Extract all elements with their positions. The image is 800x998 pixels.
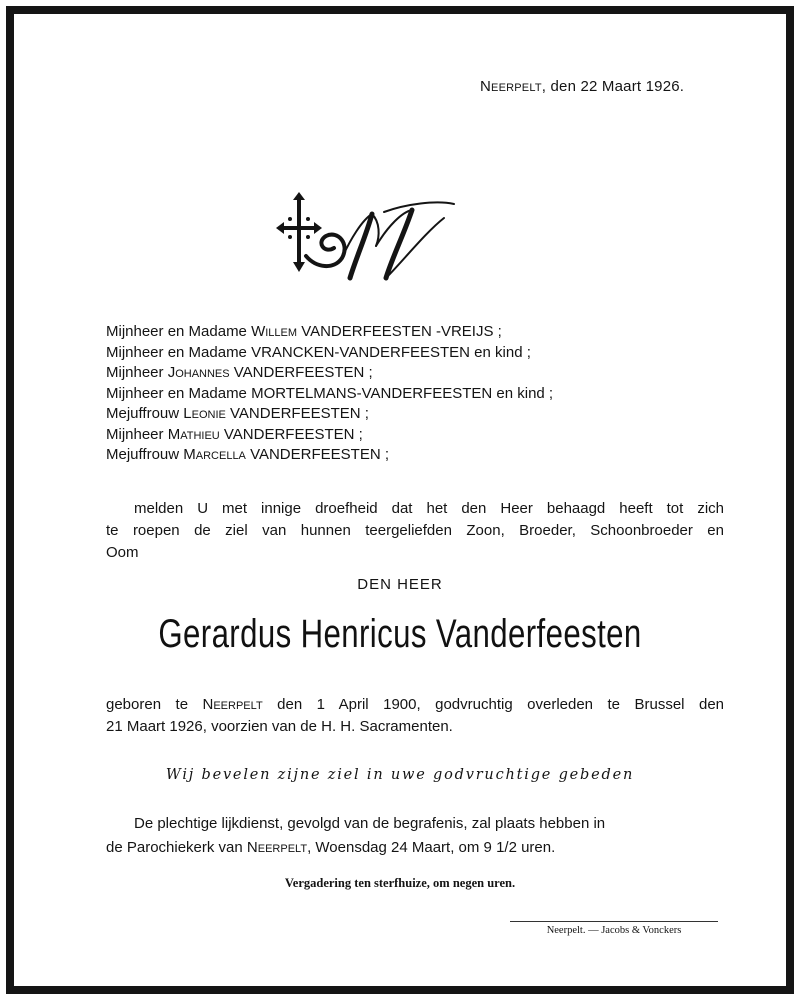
family-given-name: Johannes — [167, 364, 230, 381]
den-heer-heading: DEN HEER — [357, 576, 443, 593]
announcement-paragraph — [106, 498, 724, 564]
meeting-note: Vergadering ten sterfhuize, om negen uren. — [284, 876, 516, 890]
birth-death-line: 21 Maart 1926, voorzien van de H. H. Sacramenten. — [106, 718, 453, 735]
family-list — [106, 322, 726, 466]
deceased-name: Gerardus Henricus Vanderfeesten — [158, 612, 642, 656]
family-given-name: Marcella — [183, 446, 246, 463]
family-line — [106, 363, 726, 384]
printer-divider — [510, 921, 718, 922]
family-name: VRANCKEN-VANDERFEESTEN en kind ; — [251, 343, 531, 361]
funeral-paragraph — [106, 812, 724, 860]
family-prefix: Mijnheer en Madame — [106, 343, 252, 361]
family-line — [106, 445, 726, 466]
family-name: VANDERFEESTEN -VREIJS ; — [297, 323, 502, 340]
funeral-time: , Woensdag 24 Maart, om 9 1/2 uren. — [307, 839, 556, 856]
family-name: VANDERFEESTEN ; — [225, 405, 369, 422]
death-text: den 1 April 1900, godvruchtig overleden te Brussel den — [262, 696, 724, 713]
birth-place: Neerpelt — [202, 696, 263, 713]
page-border — [6, 6, 794, 994]
family-line — [106, 343, 726, 364]
family-given-name: Willem — [251, 323, 298, 340]
dateline-place: Neerpelt — [480, 78, 542, 95]
funeral-notice — [14, 14, 786, 986]
family-prefix: Mijnheer en Madame — [106, 323, 252, 340]
family-given-name: Mathieu — [167, 425, 220, 443]
family-name: VANDERFEESTEN ; — [219, 425, 363, 443]
announcement-line: te roepen de ziel van hunnen teergeliefden Zoon, Broeder, Schoonbroeder en — [106, 522, 724, 539]
family-prefix: Mijnheer — [106, 425, 168, 443]
family-name: VANDERFEESTEN ; — [229, 364, 373, 381]
family-prefix: Mejuffrouw — [106, 446, 184, 463]
birth-text: geboren te — [106, 696, 203, 713]
family-line — [106, 322, 726, 343]
funeral-church: de Parochiekerk van — [106, 839, 247, 856]
funeral-place: Neerpelt — [246, 839, 308, 856]
family-prefix: Mijnheer en Madame — [106, 384, 252, 402]
dateline — [480, 78, 684, 95]
family-name: VANDERFEESTEN ; — [245, 446, 389, 463]
family-line — [106, 384, 726, 405]
family-line — [106, 425, 726, 446]
dateline-date: , den 22 Maart 1926. — [541, 78, 685, 95]
funeral-line — [106, 836, 724, 860]
prayer-line: Wij bevelen zijne ziel in uwe godvruchtige gebeden — [165, 767, 635, 783]
family-prefix: Mejuffrouw — [106, 405, 184, 422]
announcement-line: Oom — [106, 544, 139, 561]
announcement-line: melden U met innige droefheid dat het den Heer behaagd heeft tot zich — [134, 500, 724, 517]
birth-death-line — [106, 694, 724, 716]
family-line — [106, 404, 726, 425]
family-prefix: Mijnheer — [106, 364, 168, 381]
family-name: MORTELMANS-VANDERFEESTEN en kind ; — [251, 384, 554, 402]
cross-monogram-icon — [276, 186, 456, 286]
printer-imprint: Neerpelt. — Jacobs & Vonckers — [546, 925, 682, 936]
birth-death-paragraph — [106, 694, 724, 738]
funeral-line: De plechtige lijkdienst, gevolgd van de begrafenis, zal plaats hebben in — [134, 815, 606, 832]
family-given-name: Leonie — [183, 405, 226, 422]
